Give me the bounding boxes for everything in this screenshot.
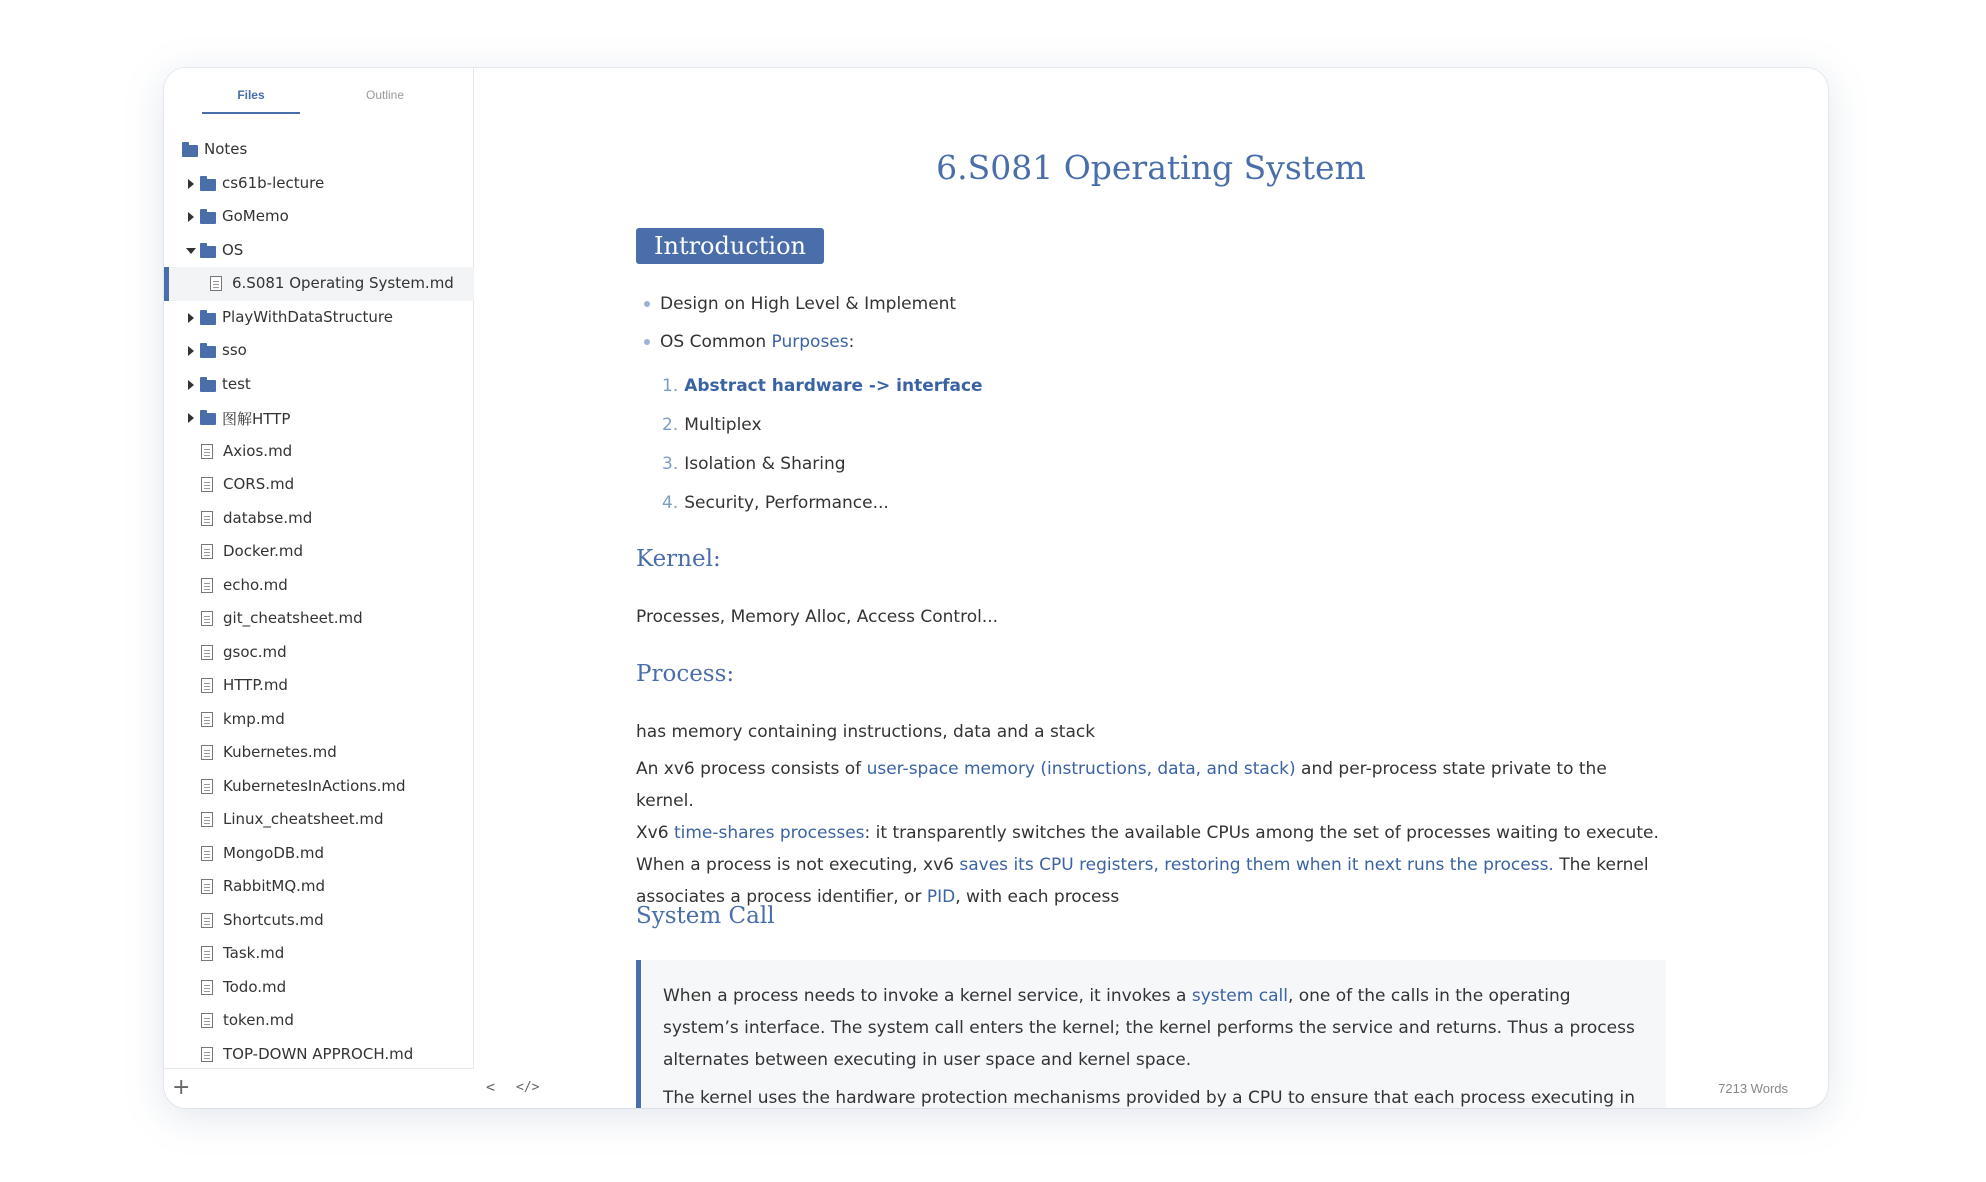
heading-kernel: Kernel:	[636, 546, 721, 572]
user-space-memory-link[interactable]: user-space memory (instructions, data, and stack)	[866, 759, 1296, 779]
list-item-text: Design on High Level & Implement	[660, 294, 957, 314]
file-item[interactable]	[164, 602, 474, 636]
tab-outline[interactable]: Outline	[365, 88, 405, 102]
folder-icon	[200, 313, 216, 325]
tree-item-label: cs61b-lecture	[222, 173, 325, 192]
folder-icon	[200, 413, 216, 425]
file-icon	[201, 745, 213, 760]
file-icon	[201, 477, 213, 492]
file-item[interactable]	[164, 736, 474, 770]
folder-item[interactable]	[164, 133, 474, 167]
folder-item[interactable]	[164, 200, 474, 234]
file-item[interactable]	[164, 669, 474, 703]
list-item	[662, 452, 983, 491]
active-tab-indicator	[202, 112, 300, 114]
tree-item-label: echo.md	[223, 575, 288, 594]
tree-item-label: Kubernetes.md	[223, 743, 337, 761]
tab-files[interactable]: Files	[237, 88, 265, 102]
tree-item-label: Todo.md	[223, 977, 287, 996]
tree-item-label: git_cheatsheet.md	[223, 609, 363, 627]
file-icon	[201, 444, 213, 459]
file-icon	[201, 645, 213, 660]
folder-item[interactable]	[164, 334, 474, 368]
tree-item-label: HTTP.md	[223, 676, 288, 694]
list-item-text: Multiplex	[684, 415, 762, 435]
para-text: An xv6 process consists of	[636, 759, 867, 779]
folder-icon	[200, 380, 216, 392]
file-icon	[201, 712, 213, 727]
quote-paragraph-2: The kernel uses the hardware protection mechanisms provided by a CPU to ensure that each process executing in	[663, 1088, 1635, 1108]
file-item[interactable]	[164, 1038, 474, 1072]
file-item[interactable]	[164, 971, 474, 1005]
file-item[interactable]	[164, 837, 474, 871]
para-text: Xv6	[636, 823, 674, 843]
folder-item[interactable]	[164, 234, 474, 268]
tree-item-label: RabbitMQ.md	[223, 877, 326, 895]
source-mode-button[interactable]: </>	[516, 1080, 540, 1095]
tree-item-label: TOP-DOWN APPROCH.md	[223, 1044, 414, 1063]
tree-item-label: MongoDB.md	[223, 843, 325, 862]
file-icon	[201, 1047, 213, 1062]
list-number: 1.	[662, 376, 679, 396]
file-item[interactable]	[164, 267, 474, 301]
tree-item-label: Task.md	[223, 944, 285, 962]
tree-item-label: 6.S081 Operating System.md	[232, 274, 454, 292]
file-item[interactable]	[164, 502, 474, 536]
status-bar	[474, 1070, 1828, 1108]
file-icon	[201, 511, 213, 526]
file-icon	[201, 879, 213, 894]
sidebar	[164, 68, 474, 1108]
folder-icon	[200, 179, 216, 191]
tree-item-label: databse.md	[223, 508, 313, 527]
para-text: : it transparently switches the available CPUs among the set of processes waiting to execute.	[864, 823, 1659, 843]
process-paragraph-1: has memory containing instructions, data and a stack	[636, 722, 1096, 742]
caret-right-icon[interactable]	[188, 313, 194, 323]
file-icon	[201, 980, 213, 995]
file-icon	[201, 1013, 213, 1028]
tree-item-label: PlayWithDataStructure	[222, 307, 393, 326]
file-item[interactable]	[164, 636, 474, 670]
file-icon	[201, 846, 213, 861]
file-icon	[201, 913, 213, 928]
kernel-paragraph: Processes, Memory Alloc, Access Control...	[636, 607, 999, 627]
file-item[interactable]	[164, 937, 474, 971]
file-icon	[201, 611, 213, 626]
quote-text: When a process needs to invoke a kernel service, it invokes a	[663, 986, 1192, 1006]
list-item	[662, 491, 983, 530]
folder-item[interactable]	[164, 368, 474, 402]
file-item[interactable]	[164, 468, 474, 502]
tree-item-label: OS	[222, 240, 244, 259]
tree-item-label: token.md	[223, 1011, 294, 1029]
para-text: , with each process	[955, 887, 1120, 907]
folder-icon	[182, 145, 198, 157]
word-count[interactable]: 7213 Words	[1718, 1081, 1788, 1096]
list-item-text: Isolation & Sharing	[684, 454, 846, 474]
document-title: 6.S081 Operating System	[936, 148, 1366, 187]
tree-item-label: test	[222, 374, 251, 393]
para-text: and per-process state private to the kernel.	[636, 759, 1607, 811]
folder-item[interactable]	[164, 167, 474, 201]
time-shares-link[interactable]: time-shares processes	[673, 823, 865, 843]
sidebar-tabs	[164, 68, 474, 128]
para-text: When a process is not executing, xv6	[636, 855, 960, 875]
file-icon	[201, 678, 213, 693]
tree-item-label: Notes	[204, 140, 248, 158]
caret-right-icon[interactable]	[188, 413, 194, 423]
ordered-list	[662, 374, 983, 530]
tree-item-label: Linux_cheatsheet.md	[223, 810, 384, 828]
list-number: 2.	[662, 415, 679, 435]
quote-paragraph-1	[663, 980, 1642, 1076]
list-item-suffix: :	[848, 332, 855, 352]
list-number: 4.	[662, 493, 679, 513]
caret-right-icon[interactable]	[188, 212, 194, 222]
list-item	[644, 330, 956, 368]
file-item[interactable]	[164, 803, 474, 837]
list-item-text: Abstract hardware -> interface	[684, 376, 983, 396]
purposes-link[interactable]: Purposes	[771, 332, 849, 352]
tree-item-label: GoMemo	[222, 207, 289, 225]
para-text: The kernel associates a process identifier, or	[636, 855, 1649, 907]
folder-item[interactable]	[164, 401, 474, 435]
folder-item[interactable]	[164, 301, 474, 335]
sidebar-footer	[164, 1068, 474, 1108]
list-item-text: OS Common	[660, 332, 772, 352]
list-item	[662, 374, 983, 413]
file-icon	[201, 812, 213, 827]
file-item[interactable]	[164, 435, 474, 469]
pid-link[interactable]: PID	[926, 887, 956, 907]
process-paragraph-2	[636, 753, 1666, 913]
folder-icon	[200, 346, 216, 358]
tree-item-label: 图解HTTP	[222, 410, 291, 428]
folder-icon	[200, 212, 216, 224]
file-tree	[164, 133, 474, 1071]
tree-item-label: CORS.md	[223, 475, 295, 493]
app-window	[164, 68, 1828, 1108]
list-number: 3.	[662, 454, 679, 474]
caret-right-icon[interactable]	[188, 346, 194, 356]
file-item[interactable]	[164, 703, 474, 737]
tree-item-label: KubernetesInActions.md	[223, 776, 406, 795]
quote-text: , one of the calls in the operating system’s interface. The system call enters the kernel; the kernel performs the service and returns. Thus a process alternates between executing in user space and kernel space.	[663, 986, 1635, 1070]
tree-item-label: Docker.md	[223, 542, 304, 560]
file-icon	[201, 779, 213, 794]
tree-item-label: gsoc.md	[223, 642, 287, 661]
file-icon	[201, 544, 213, 559]
file-item[interactable]	[164, 870, 474, 904]
file-item[interactable]	[164, 904, 474, 938]
list-item	[644, 292, 956, 330]
editor-pane	[474, 68, 1828, 1108]
system-call-link[interactable]: system call	[1191, 986, 1288, 1006]
heading-system-call: System Call	[636, 903, 775, 929]
tree-item-label: sso	[222, 341, 247, 359]
file-icon	[201, 578, 213, 593]
caret-right-icon[interactable]	[188, 179, 194, 189]
saves-registers-link[interactable]: saves its CPU registers, restoring them when it next runs the process.	[959, 855, 1554, 875]
file-item[interactable]	[164, 535, 474, 569]
file-item[interactable]	[164, 1004, 474, 1038]
caret-right-icon[interactable]	[188, 380, 194, 390]
caret-down-icon[interactable]	[186, 248, 196, 254]
bullet-list	[644, 292, 956, 368]
tree-item-label: kmp.md	[223, 709, 285, 728]
sidebar-toggle-button[interactable]: <	[486, 1078, 496, 1096]
add-file-button[interactable]: +	[172, 1075, 191, 1100]
list-item-text: Security, Performance...	[684, 493, 889, 513]
file-icon	[210, 276, 222, 291]
heading-introduction: Introduction	[636, 228, 824, 264]
tree-item-label: Axios.md	[223, 441, 293, 460]
folder-icon	[200, 246, 216, 258]
file-item[interactable]	[164, 770, 474, 804]
tree-item-label: Shortcuts.md	[223, 910, 324, 929]
heading-process: Process:	[636, 661, 735, 687]
file-item[interactable]	[164, 569, 474, 603]
list-item	[662, 413, 983, 452]
file-icon	[201, 946, 213, 961]
